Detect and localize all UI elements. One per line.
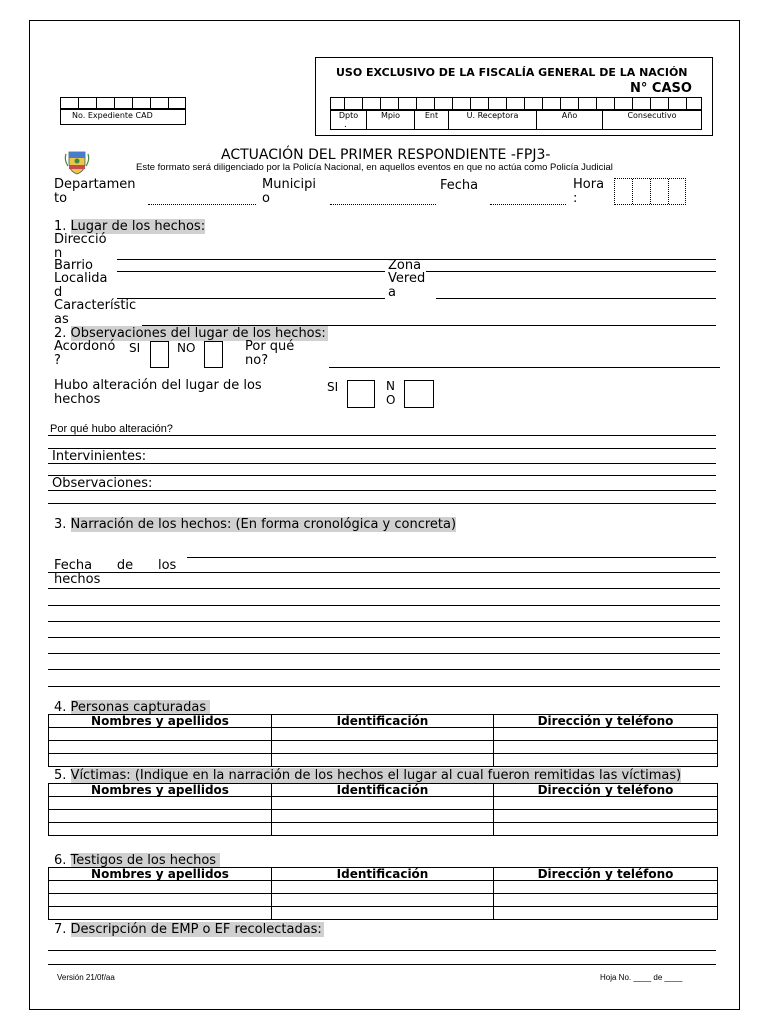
- case-field-mpio: Mpio: [367, 111, 415, 129]
- localidad-field[interactable]: [117, 298, 385, 299]
- table-row[interactable]: [49, 894, 718, 907]
- narration-line[interactable]: [48, 621, 720, 622]
- exclusive-title: USO EXCLUSIVO DE LA FISCALÍA GENERAL DE LA NACIÓN: [336, 66, 688, 79]
- page-number: Hoja No. ____ de ____: [600, 973, 683, 982]
- vereda-field[interactable]: [436, 298, 716, 299]
- table-header-row: [49, 715, 718, 728]
- narration-line[interactable]: [48, 605, 720, 606]
- table-header-row: [49, 784, 718, 797]
- barrio-label: Barrio: [54, 258, 93, 273]
- observaciones-label: Observaciones:: [52, 476, 153, 491]
- zona-field[interactable]: [426, 271, 716, 272]
- acordono-si-checkbox[interactable]: [150, 341, 169, 368]
- section2-title: Observaciones del lugar de los hechos:: [70, 326, 326, 341]
- vereda-label: Vered a: [388, 271, 426, 300]
- case-field-ent: Ent: [415, 111, 449, 129]
- witnesses-table: [48, 867, 718, 920]
- case-field-labels: [330, 110, 702, 130]
- coat-of-arms-logo: [64, 148, 90, 176]
- hora-field[interactable]: [614, 178, 686, 205]
- porque-alteracion-label: Por qué hubo alteración?: [50, 423, 173, 435]
- acordono-no-label: NO: [177, 341, 196, 355]
- alteracion-si-label: SI: [327, 380, 339, 394]
- form-title: ACTUACIÓN DEL PRIMER RESPONDIENTE -FPJ3-: [221, 147, 551, 163]
- localidad-label: Localida d: [54, 271, 108, 300]
- departamento-label: Departamen to: [54, 177, 136, 206]
- hora-label: Hora :: [573, 177, 605, 206]
- municipio-field[interactable]: [330, 204, 436, 205]
- captured-persons-table: [48, 714, 718, 767]
- observaciones-field[interactable]: [48, 490, 716, 491]
- narration-line[interactable]: [48, 653, 720, 654]
- section5-heading: 5. Víctimas: (Indique en la narración de los hechos el lugar al cual fueron remitidas las víctimas): [54, 768, 682, 783]
- table-row[interactable]: [49, 741, 718, 754]
- fecha-hechos-field[interactable]: [187, 557, 716, 558]
- intervinientes-field[interactable]: [48, 463, 716, 464]
- case-field-anio: Año: [537, 111, 603, 129]
- section3-title: Narración de los hechos: (En forma cronológica y concreta): [70, 517, 457, 532]
- column-header-id: Identificación: [272, 715, 494, 728]
- section6-title: Testigos de los hechos: [71, 853, 221, 868]
- municipio-label: Municipi o: [262, 177, 316, 206]
- porque-label: Por qué no?: [245, 339, 295, 368]
- column-header-id: Identificación: [272, 868, 494, 881]
- section7-title: Descripción de EMP o EF recolectadas:: [70, 922, 322, 937]
- table-row[interactable]: [49, 728, 718, 741]
- direccion-label: Direcció n: [54, 232, 107, 261]
- column-header-address: Dirección y teléfono: [494, 868, 718, 881]
- intervinientes-label: Intervinientes:: [52, 449, 147, 464]
- narration-line[interactable]: [48, 686, 720, 687]
- zona-label: Zona: [388, 258, 422, 273]
- table-header-row: [49, 868, 718, 881]
- version-label: Versión 21/0f/aa: [57, 973, 115, 982]
- section7-heading: 7. Descripción de EMP o EF recolectadas:: [54, 922, 322, 937]
- case-dot: .: [344, 120, 347, 130]
- fecha-label: Fecha: [440, 178, 479, 193]
- section6-heading: 6. Testigos de los hechos: [54, 853, 220, 868]
- expediente-label: No. Expediente CAD: [72, 111, 153, 120]
- narration-line[interactable]: [48, 572, 720, 573]
- table-row[interactable]: [49, 823, 718, 836]
- section2-heading: 2. Observaciones del lugar de los hechos:: [54, 326, 326, 341]
- narration-line[interactable]: [48, 588, 720, 589]
- alteracion-no-label: N O: [386, 379, 396, 407]
- victims-table: [48, 783, 718, 836]
- column-header-names: Nombres y apellidos: [49, 784, 272, 797]
- table-row[interactable]: [49, 881, 718, 894]
- barrio-field[interactable]: [117, 271, 385, 272]
- form-subtitle: Este formato será diligenciado por la Policía Nacional, en aquellos eventos en que no actúa como Policía Judicial: [136, 162, 613, 173]
- column-header-names: Nombres y apellidos: [49, 868, 272, 881]
- table-row[interactable]: [49, 810, 718, 823]
- column-header-address: Dirección y teléfono: [494, 715, 718, 728]
- section4-heading: 4. Personas capturadas: [54, 700, 210, 715]
- section4-title: Personas capturadas: [71, 700, 211, 715]
- narration-line[interactable]: [48, 669, 720, 670]
- emp-line[interactable]: [48, 964, 716, 965]
- section1-title: Lugar de los hechos:: [70, 219, 206, 234]
- acordono-no-checkbox[interactable]: [204, 341, 223, 368]
- fecha-hechos-label: Fecha de los hechos: [54, 558, 177, 587]
- case-number-label: N° CASO: [630, 81, 692, 96]
- column-header-id: Identificación: [272, 784, 494, 797]
- blank-line[interactable]: [48, 448, 716, 449]
- table-row[interactable]: [49, 797, 718, 810]
- emp-line[interactable]: [48, 950, 716, 951]
- alteracion-label: Hubo alteración del lugar de los hechos: [54, 378, 262, 407]
- case-field-dpto: Dpto: [331, 111, 367, 129]
- section1-heading: 1. Lugar de los hechos:: [54, 219, 206, 234]
- porque-alteracion-field[interactable]: [48, 435, 716, 436]
- alteracion-no-checkbox[interactable]: [404, 380, 434, 408]
- column-header-address: Dirección y teléfono: [494, 784, 718, 797]
- expediente-cells: [60, 97, 186, 109]
- acordono-label: Acordonó ?: [54, 339, 116, 368]
- table-row[interactable]: [49, 907, 718, 920]
- porque-field[interactable]: [329, 367, 720, 368]
- section5-title: Víctimas: (Indique en la narración de los hechos el lugar al cual fueron remitidas las víctimas): [70, 768, 682, 783]
- acordono-si-label: SI: [129, 341, 141, 355]
- case-number-cells: [330, 97, 702, 110]
- blank-line[interactable]: [48, 503, 716, 504]
- column-header-names: Nombres y apellidos: [49, 715, 272, 728]
- fecha-field[interactable]: [490, 204, 566, 205]
- alteracion-si-checkbox[interactable]: [347, 380, 375, 408]
- table-row[interactable]: [49, 754, 718, 767]
- departamento-field[interactable]: [148, 204, 256, 205]
- narration-line[interactable]: [48, 637, 720, 638]
- case-field-consecutivo: Consecutivo: [627, 111, 677, 120]
- section3-heading: 3. Narración de los hechos: (En forma cronológica y concreta): [54, 517, 457, 532]
- case-field-receptora: U. Receptora: [449, 111, 537, 129]
- caracteristicas-label: Característic as: [54, 298, 137, 327]
